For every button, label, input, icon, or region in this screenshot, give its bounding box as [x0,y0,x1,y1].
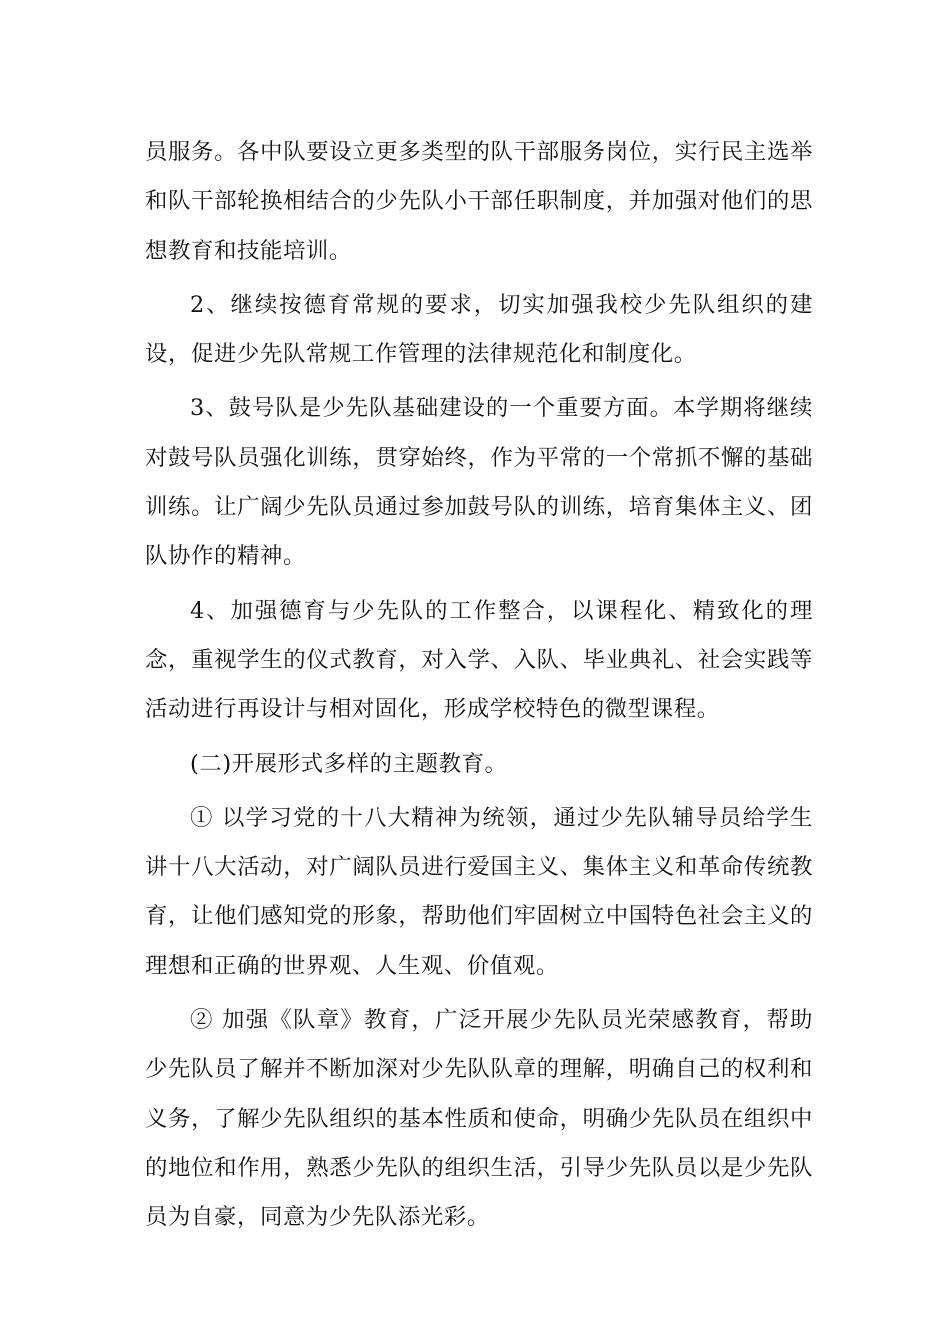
section-heading: (二)开展形式多样的主题教育。 [190,750,508,777]
document-body [145,128,813,1248]
paragraph-point-2: ② 加强《队章》教育，广泛开展少先队员光荣感教育，帮助少先队员了解并不断加深对少先队队章的理解，明确自己的权利和义务，了解少先队组织的基本性质和使命，明确少先队员在组织中的地位和作用，熟悉少先队的组织生活，引导少先队员以是少先队员为自豪，同意为少先队添光彩。 [145,1007,813,1231]
paragraph-item-3: 3、鼓号队是少先队基础建设的一个重要方面。本学期将继续对鼓号队员强化训练，贯穿始终，作为平常的一个常抓不懈的基础训练。让广阔少先队员通过参加鼓号队的训练，培育集体主义、团队协作的精神。 [145,395,813,570]
paragraph-point-1: ① 以学习党的十八大精神为统领，通过少先队辅导员给学生讲十八大活动，对广阔队员进行爱国主义、集体主义和革命传统教育，让他们感知党的形象，帮助他们牢固树立中国特色社会主义的理想和正确的世界观、人生观、价值观。 [145,804,813,979]
paragraph-continuation: 员服务。各中队要设立更多类型的队干部服务岗位，实行民主选举和队干部轮换相结合的少先队小干部任职制度，并加强对他们的思想教育和技能培训。 [145,139,813,264]
paragraph-item-4: 4、加强德育与少先队的工作整合，以课程化、精致化的理念，重视学生的仪式教育，对入学、入队、毕业典礼、社会实践等活动进行再设计与相对固化，形成学校特色的微型课程。 [145,597,813,723]
paragraph-item-2: 2、继续按德育常规的要求，切实加强我校少先队组织的建设，促进少先队常规工作管理的法律规范化和制度化。 [145,291,813,368]
